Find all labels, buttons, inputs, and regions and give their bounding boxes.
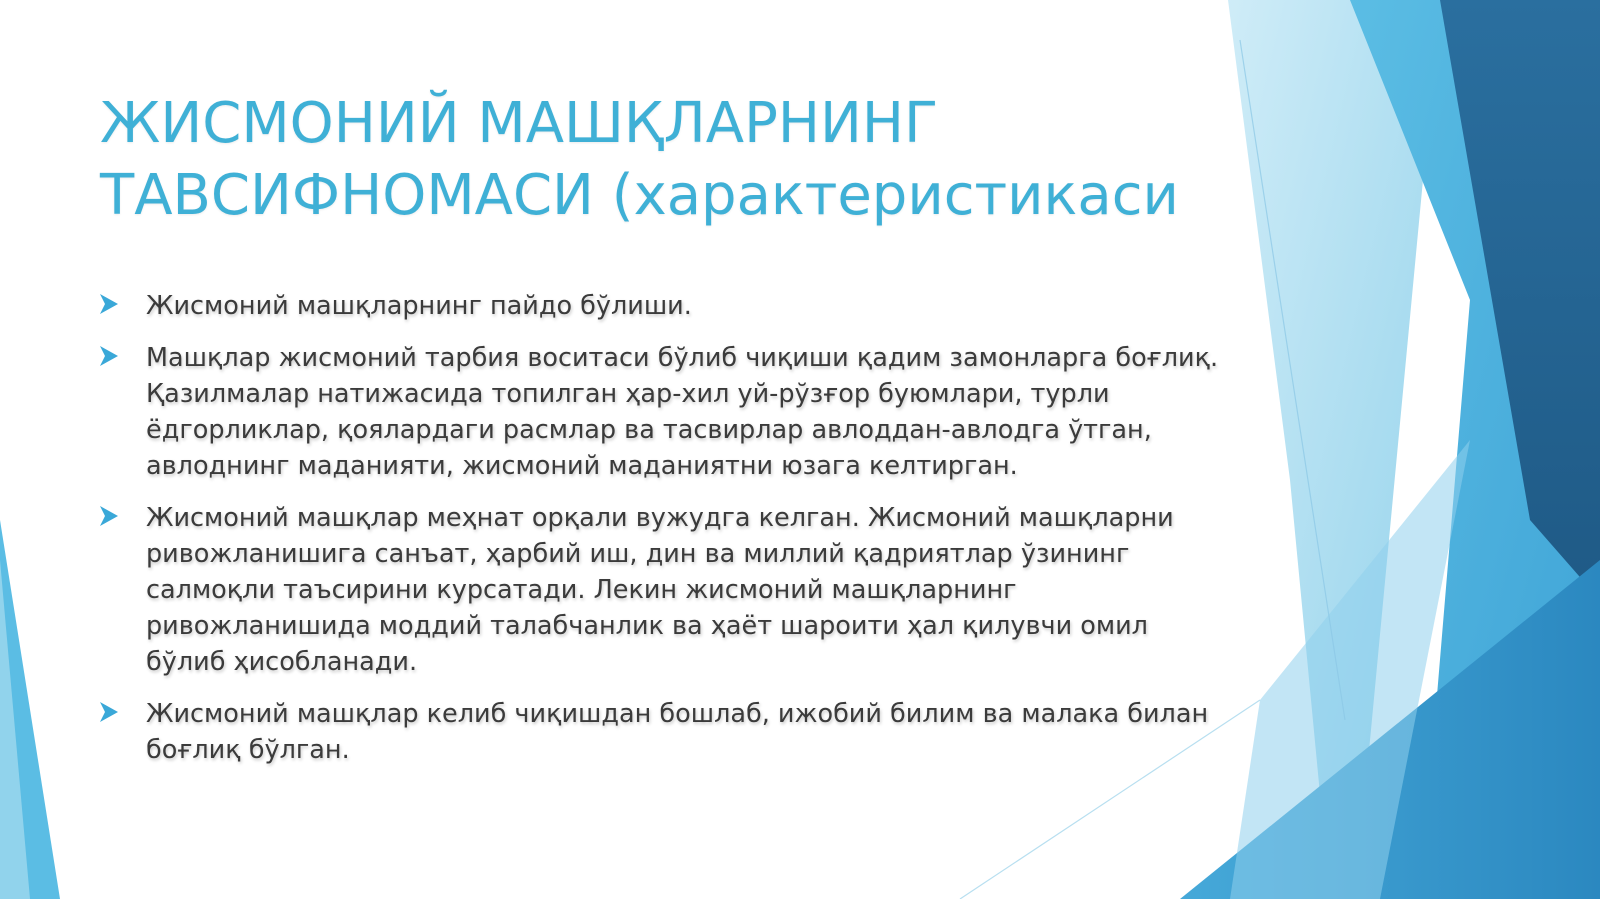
slide-title-line-2: ТАВСИФНОМАСИ (характеристикаси bbox=[100, 163, 1179, 228]
bullet-text: Жисмоний машқларнинг пайдо бўлиши. bbox=[146, 291, 692, 321]
bullet-text: Жисмоний машқлар меҳнат орқали вужудга келган. Жисмоний машқларни ривожланишига санъат, ҳарбий иш, дин ва миллий қадриятлар ўзининг салмоқли таъсирини курсатади. Лекин жисмоний машқларнинг ривожланишида моддий талабчанлик ва ҳаёт шароити ҳал қилувчи омил бўлиб ҳисобланади. bbox=[146, 503, 1174, 677]
bullet-item bbox=[98, 500, 1228, 680]
slide-title bbox=[100, 88, 1260, 232]
bullet-text: Машқлар жисмоний тарбия воситаси бўлиб чиқиши қадим замонларга боғлиқ. Қазилмалар натижасида топилган ҳар-хил уй-рўзғор буюмлари, турли ёдгорликлар, қоялардаги расмлар ва тасвирлар авлоддан-авлодга ўтган, авлоднинг маданияти, жисмоний маданиятни юзага келтирган. bbox=[146, 343, 1219, 481]
bullet-text: Жисмоний машқлар келиб чиқишдан бошлаб, ижобий билим ва малака билан боғлиқ бўлган. bbox=[146, 699, 1209, 765]
bullet-item bbox=[98, 696, 1228, 768]
triangle-arrow-icon bbox=[100, 294, 118, 314]
bullet-list bbox=[98, 288, 1228, 784]
bullet-item bbox=[98, 340, 1228, 484]
triangle-arrow-icon bbox=[100, 346, 118, 366]
bullet-item bbox=[98, 288, 1228, 324]
triangle-arrow-icon bbox=[100, 702, 118, 722]
triangle-arrow-icon bbox=[100, 506, 118, 526]
slide-title-line-1: ЖИСМОНИЙ МАШҚЛАРНИНГ bbox=[100, 91, 939, 156]
